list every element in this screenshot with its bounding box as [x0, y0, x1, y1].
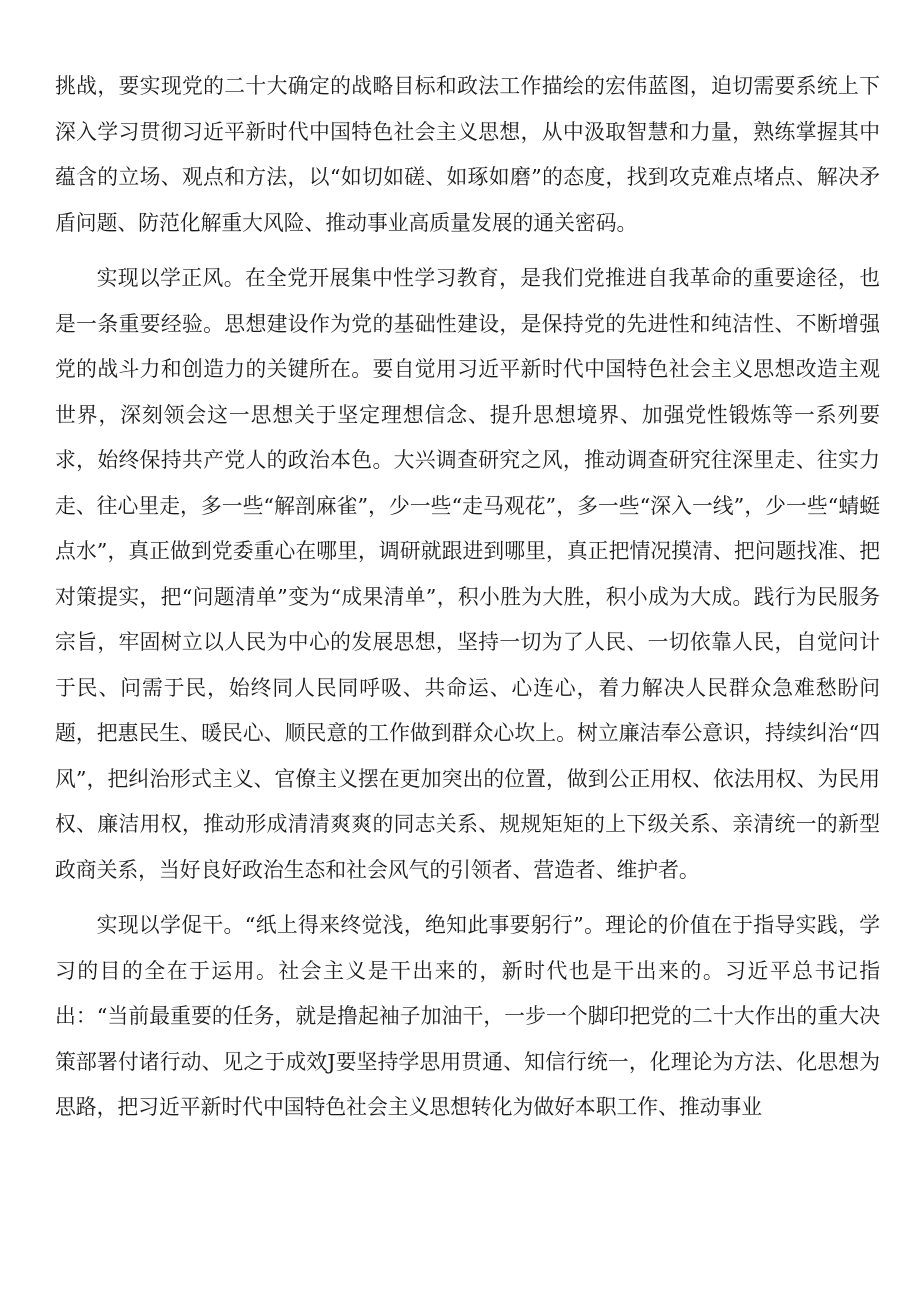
document-page	[55, 64, 880, 1131]
paragraph-study-rectify-style: 实现以学正风。在全党开展集中性学习教育，是我们党推进自我革命的重要途径，也是一条重要经验。思想建设作为党的基础性建设，是保持党的先进性和纯洁性、不断增强党的战斗力和创造力的关键所在。要自觉用习近平新时代中国特色社会主义思想改造主观世界，深刻领会这一思想关于坚定理想信念、提升思想境界、加强党性锻炼等一系列要求，始终保持共产党人的政治本色。大兴调查研究之风，推动调查研究往深里走、往实力走、往心里走，多一些“解剖麻雀”，少一些“走马观花”，多一些“深入一线”，少一些“蜻蜓点水”，真正做到党委重心在哪里，调研就跟进到哪里，真正把情况摸清、把问题找准、把对策提实，把“问题清单”变为“成果清单”，积小胜为大胜，积小成为大成。践行为民服务宗旨，牢固树立以人民为中心的发展思想，坚持一切为了人民、一切依靠人民，自觉问计于民、问需于民，始终同人民同呼吸、共命运、心连心，着力解决人民群众急难愁盼问题，把惠民生、暖民心、顺民意的工作做到群众心坎上。树立廉洁奉公意识，持续纠治“四风”，把纠治形式主义、官僚主义摆在更加突出的位置，做到公正用权、依法用权、为民用权、廉洁用权，推动形成清清爽爽的同志关系、规规矩矩的上下级关系、亲清统一的新型政商关系，当好良好政治生态和社会风气的引领者、营造者、维护者。	[55, 266, 880, 882]
paragraph-continued-intro: 挑战，要实现党的二十大确定的战略目标和政法工作描绘的宏伟蓝图，迫切需要系统上下深入学习贯彻习近平新时代中国特色社会主义思想，从中汲取智慧和力量，熟练掌握其中蕴含的立场、观点和方法，以“如切如磋、如琢如磨”的态度，找到攻克难点堵点、解决矛盾问题、防范化解重大风险、推动事业高质量发展的通关密码。	[55, 74, 880, 235]
paragraph-study-promote-work: 实现以学促干。“纸上得来终觉浅，绝知此事要躬行”。理论的价值在于指导实践，学习的目的全在于运用。社会主义是干出来的，新时代也是干出来的。习近平总书记指出：“当前最重要的任务，就是撸起袖子加油干，一步一个脚印把党的二十大作出的重大决策部署付诸行动、见之于成效J要坚持学思用贯通、知信行统一，化理论为方法、化思想为思路，把习近平新时代中国特色社会主义思想转化为做好本职工作、推动事业	[55, 913, 880, 1119]
